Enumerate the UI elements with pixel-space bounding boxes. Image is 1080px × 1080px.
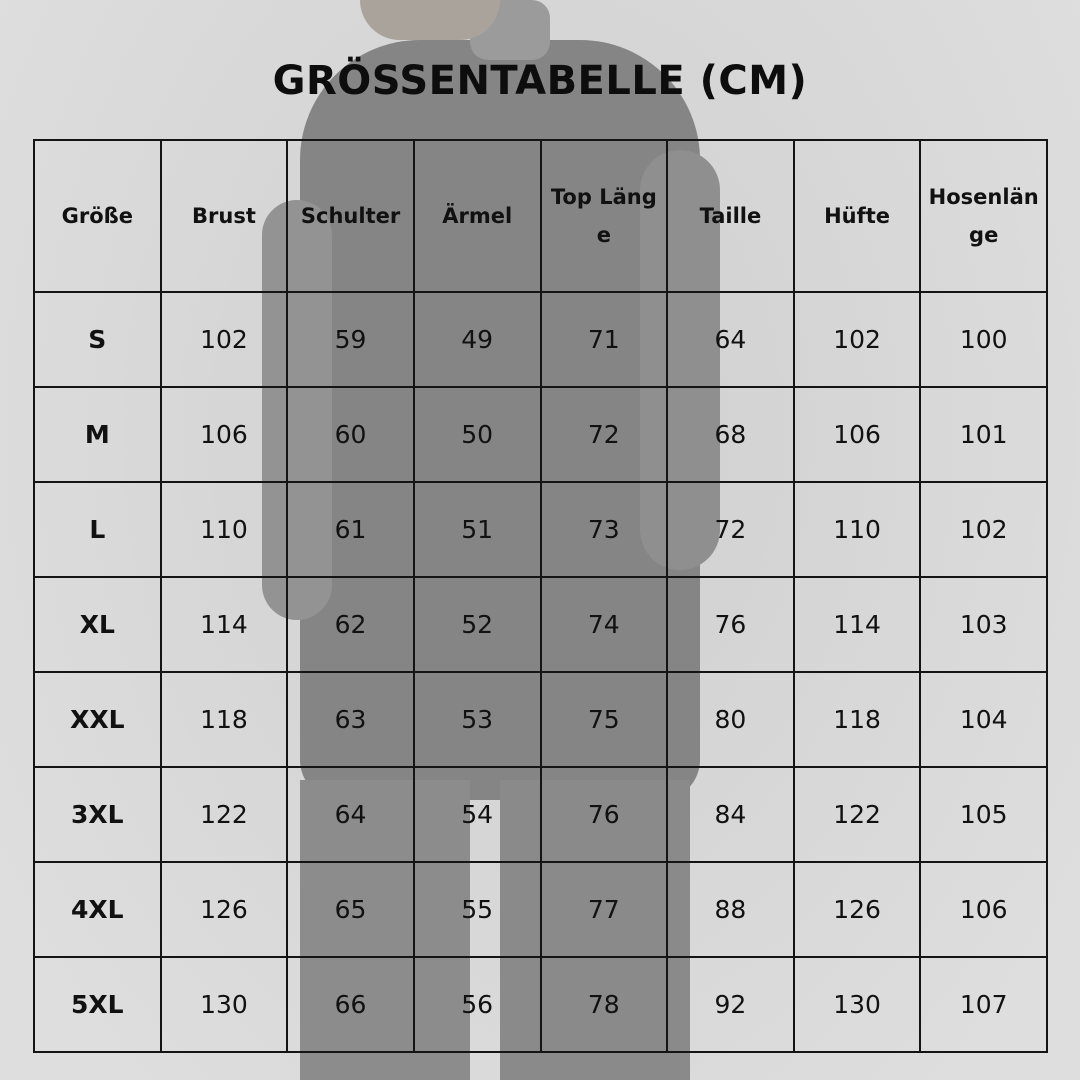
cell-chest: 110: [161, 482, 288, 577]
cell-hip: 130: [794, 957, 921, 1052]
cell-shoulder: 65: [287, 862, 414, 957]
cell-sleeve: 53: [414, 672, 541, 767]
table-row: [34, 292, 1047, 387]
table-row: [34, 957, 1047, 1052]
header-hip: Hüfte: [794, 140, 921, 292]
table-header-row: [34, 140, 1047, 292]
cell-sleeve: 52: [414, 577, 541, 672]
cell-pants-length: 107: [920, 957, 1047, 1052]
cell-chest: 114: [161, 577, 288, 672]
cell-top-length: 78: [541, 957, 668, 1052]
cell-chest: 106: [161, 387, 288, 482]
cell-chest: 118: [161, 672, 288, 767]
cell-hip: 110: [794, 482, 921, 577]
table-row: [34, 672, 1047, 767]
cell-top-length: 71: [541, 292, 668, 387]
table-row: [34, 577, 1047, 672]
header-sleeve: Ärmel: [414, 140, 541, 292]
cell-chest: 130: [161, 957, 288, 1052]
table-row: [34, 482, 1047, 577]
cell-waist: 68: [667, 387, 794, 482]
cell-hip: 102: [794, 292, 921, 387]
table-row: [34, 387, 1047, 482]
header-size: Größe: [34, 140, 161, 292]
cell-sleeve: 56: [414, 957, 541, 1052]
cell-sleeve: 54: [414, 767, 541, 862]
cell-pants-length: 101: [920, 387, 1047, 482]
cell-top-length: 76: [541, 767, 668, 862]
cell-size: L: [34, 482, 161, 577]
cell-sleeve: 49: [414, 292, 541, 387]
cell-chest: 102: [161, 292, 288, 387]
header-pants-length: Hosenlänge: [920, 140, 1047, 292]
page-title: GRÖSSENTABELLE (CM): [272, 58, 808, 104]
cell-shoulder: 59: [287, 292, 414, 387]
cell-hip: 106: [794, 387, 921, 482]
size-chart-table: [33, 139, 1048, 1053]
cell-waist: 92: [667, 957, 794, 1052]
cell-size: XL: [34, 577, 161, 672]
cell-pants-length: 106: [920, 862, 1047, 957]
table-row: [34, 767, 1047, 862]
table-row: [34, 862, 1047, 957]
cell-shoulder: 66: [287, 957, 414, 1052]
cell-hip: 126: [794, 862, 921, 957]
cell-top-length: 73: [541, 482, 668, 577]
header-shoulder: Schulter: [287, 140, 414, 292]
header-chest: Brust: [161, 140, 288, 292]
cell-shoulder: 64: [287, 767, 414, 862]
cell-waist: 76: [667, 577, 794, 672]
cell-size: XXL: [34, 672, 161, 767]
cell-sleeve: 50: [414, 387, 541, 482]
cell-size: S: [34, 292, 161, 387]
cell-size: 4XL: [34, 862, 161, 957]
cell-waist: 64: [667, 292, 794, 387]
cell-shoulder: 63: [287, 672, 414, 767]
cell-pants-length: 104: [920, 672, 1047, 767]
cell-shoulder: 62: [287, 577, 414, 672]
cell-pants-length: 105: [920, 767, 1047, 862]
cell-pants-length: 103: [920, 577, 1047, 672]
cell-shoulder: 61: [287, 482, 414, 577]
cell-waist: 72: [667, 482, 794, 577]
cell-size: M: [34, 387, 161, 482]
cell-sleeve: 55: [414, 862, 541, 957]
cell-top-length: 77: [541, 862, 668, 957]
cell-pants-length: 102: [920, 482, 1047, 577]
cell-top-length: 72: [541, 387, 668, 482]
cell-size: 3XL: [34, 767, 161, 862]
header-top-length: Top Länge: [541, 140, 668, 292]
cell-pants-length: 100: [920, 292, 1047, 387]
cell-top-length: 74: [541, 577, 668, 672]
model-hair: [360, 0, 500, 40]
cell-waist: 84: [667, 767, 794, 862]
cell-hip: 122: [794, 767, 921, 862]
cell-hip: 114: [794, 577, 921, 672]
cell-waist: 88: [667, 862, 794, 957]
cell-top-length: 75: [541, 672, 668, 767]
header-waist: Taille: [667, 140, 794, 292]
cell-waist: 80: [667, 672, 794, 767]
cell-chest: 126: [161, 862, 288, 957]
cell-sleeve: 51: [414, 482, 541, 577]
cell-shoulder: 60: [287, 387, 414, 482]
cell-hip: 118: [794, 672, 921, 767]
cell-chest: 122: [161, 767, 288, 862]
table-body: [34, 292, 1047, 1052]
cell-size: 5XL: [34, 957, 161, 1052]
